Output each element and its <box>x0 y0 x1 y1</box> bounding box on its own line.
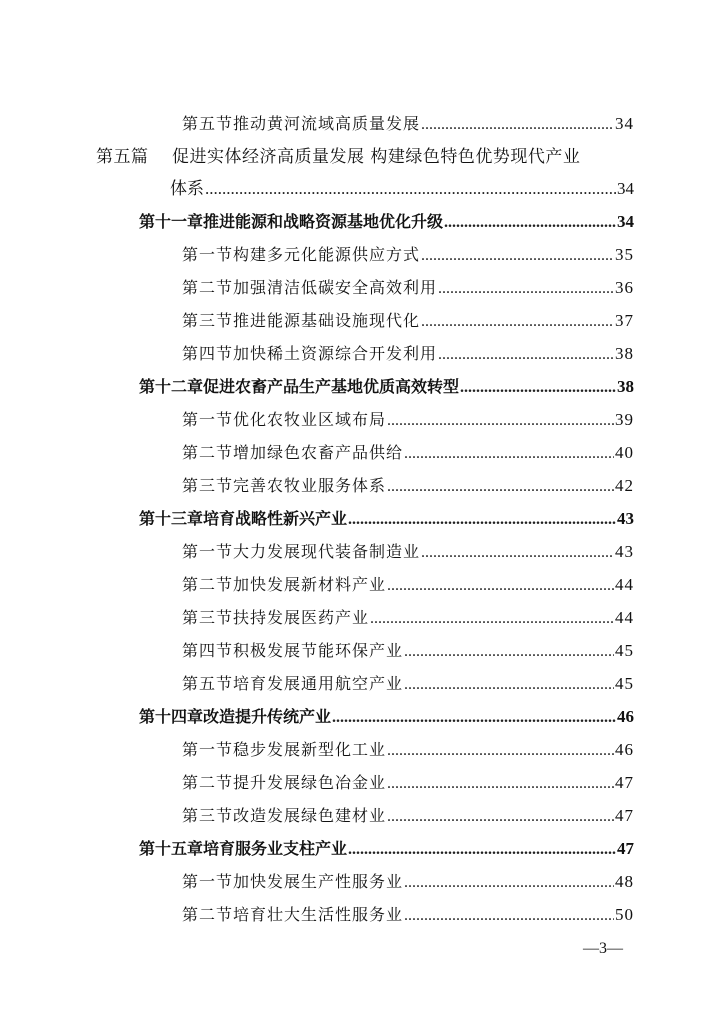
dot-leader <box>387 576 614 596</box>
page-footer-number: —3— <box>583 940 623 957</box>
page-number: 36 <box>615 278 634 297</box>
page-number: 44 <box>615 575 634 594</box>
section-number: 第三节 <box>182 476 234 495</box>
toc-part-heading[interactable] <box>96 146 580 168</box>
section-number: 第二节 <box>182 443 234 462</box>
section-title: 完善农牧业服务体系 <box>233 476 387 495</box>
section-title: 增加绿色农畜产品供给 <box>233 443 404 462</box>
section-number: 第一节 <box>182 542 234 561</box>
chapter-title: 改造提升传统产业 <box>203 707 332 726</box>
section-title: 培育壮大生活性服务业 <box>233 905 404 924</box>
dot-leader <box>421 246 614 266</box>
page-number: 38 <box>615 344 634 363</box>
dot-leader <box>348 510 616 530</box>
page-number: 46 <box>617 707 634 726</box>
section-title: 大力发展现代装备制造业 <box>233 542 421 561</box>
page-number: 34 <box>617 212 634 231</box>
toc-section-entry[interactable] <box>182 311 634 332</box>
section-title: 提升发展绿色冶金业 <box>233 773 387 792</box>
page-number: 43 <box>615 542 634 561</box>
section-number: 第二节 <box>182 575 234 594</box>
page-number: 37 <box>615 311 634 330</box>
dot-leader <box>404 444 614 464</box>
toc-section-entry[interactable] <box>182 872 634 893</box>
section-number: 第五节 <box>182 674 234 693</box>
dot-leader <box>460 378 616 398</box>
dot-leader <box>404 873 614 893</box>
dot-leader <box>387 774 614 794</box>
dot-leader <box>387 807 614 827</box>
dot-leader <box>421 115 614 135</box>
toc-section-entry[interactable] <box>182 773 634 794</box>
dot-leader <box>438 345 614 365</box>
chapter-number: 第十二章 <box>139 377 204 396</box>
section-title: 加快发展新材料产业 <box>233 575 387 594</box>
toc-section-entry[interactable] <box>182 608 634 629</box>
section-number: 第一节 <box>182 872 234 891</box>
dot-leader <box>421 543 614 563</box>
section-number: 第二节 <box>182 905 234 924</box>
dot-leader <box>387 741 614 761</box>
section-title: 培育发展通用航空产业 <box>233 674 404 693</box>
page-number: 47 <box>615 773 634 792</box>
dot-leader <box>404 906 614 926</box>
page-number: 44 <box>615 608 634 627</box>
page-number: 48 <box>615 872 634 891</box>
section-title: 加快发展生产性服务业 <box>233 872 404 891</box>
page-number: 47 <box>615 806 634 825</box>
toc-chapter-entry[interactable] <box>139 377 634 398</box>
toc-section-entry[interactable] <box>182 806 634 827</box>
part-title-line1: 促进实体经济高质量发展 构建绿色特色优势现代产业 <box>172 147 581 167</box>
toc-section-entry[interactable] <box>182 245 634 266</box>
toc-section-entry[interactable] <box>182 344 634 365</box>
page-number: 45 <box>615 674 634 693</box>
section-number: 第五节 <box>182 114 234 133</box>
dot-leader <box>332 708 616 728</box>
dot-leader <box>348 840 616 860</box>
toc-chapter-entry[interactable] <box>139 839 634 860</box>
chapter-title: 促进农畜产品生产基地优质高效转型 <box>203 377 460 396</box>
toc-section-entry[interactable] <box>182 641 634 662</box>
section-number: 第二节 <box>182 773 234 792</box>
section-number: 第四节 <box>182 344 234 363</box>
chapter-title: 培育服务业支柱产业 <box>203 839 348 858</box>
section-title: 推动黄河流域高质量发展 <box>233 114 421 133</box>
toc-section-entry[interactable] <box>182 114 634 135</box>
toc-section-entry[interactable] <box>182 278 634 299</box>
dot-leader <box>205 179 616 199</box>
dot-leader <box>370 609 614 629</box>
toc-chapter-entry[interactable] <box>139 707 634 728</box>
section-title: 推进能源基础设施现代化 <box>233 311 421 330</box>
chapter-number: 第十一章 <box>139 212 204 231</box>
section-title: 积极发展节能环保产业 <box>233 641 404 660</box>
section-title: 构建多元化能源供应方式 <box>233 245 421 264</box>
section-number: 第三节 <box>182 806 234 825</box>
page-number: 47 <box>617 839 634 858</box>
section-number: 第一节 <box>182 245 234 264</box>
toc-section-entry[interactable] <box>182 476 634 497</box>
page-number: 46 <box>615 740 634 759</box>
section-title: 加快稀土资源综合开发利用 <box>233 344 438 363</box>
page-number: 40 <box>615 443 634 462</box>
toc-section-entry[interactable] <box>182 905 634 926</box>
page-number: 50 <box>615 905 634 924</box>
section-title: 加强清洁低碳安全高效利用 <box>233 278 438 297</box>
toc-section-entry[interactable] <box>182 740 634 761</box>
section-number: 第一节 <box>182 740 234 759</box>
chapter-number: 第十五章 <box>139 839 204 858</box>
section-number: 第四节 <box>182 641 234 660</box>
toc-chapter-entry[interactable] <box>139 212 634 233</box>
section-number: 第三节 <box>182 311 234 330</box>
section-title: 扶持发展医药产业 <box>233 608 370 627</box>
toc-section-entry[interactable] <box>182 410 634 431</box>
section-title: 稳步发展新型化工业 <box>233 740 387 759</box>
part-title-line2: 体系 <box>170 179 204 199</box>
dot-leader <box>421 312 614 332</box>
toc-chapter-entry[interactable] <box>139 509 634 530</box>
dot-leader <box>444 213 616 233</box>
page-number: 34 <box>617 179 634 198</box>
toc-section-entry[interactable] <box>182 575 634 596</box>
section-number: 第二节 <box>182 278 234 297</box>
page-number: 35 <box>615 245 634 264</box>
page-number: 45 <box>615 641 634 660</box>
page-number: 43 <box>617 509 634 528</box>
section-title: 优化农牧业区域布局 <box>233 410 387 429</box>
page-number: 34 <box>615 114 634 133</box>
toc-section-entry[interactable] <box>182 674 634 695</box>
section-number: 第一节 <box>182 410 234 429</box>
dot-leader <box>404 642 614 662</box>
section-title: 改造发展绿色建材业 <box>233 806 387 825</box>
part-number: 第五篇 <box>96 147 149 167</box>
chapter-title: 推进能源和战略资源基地优化升级 <box>203 212 444 231</box>
toc-part-continuation[interactable] <box>170 179 634 199</box>
page-number: 38 <box>617 377 634 396</box>
section-number: 第三节 <box>182 608 234 627</box>
page-number: 39 <box>615 410 634 429</box>
dot-leader <box>387 411 614 431</box>
dot-leader <box>404 675 614 695</box>
dot-leader <box>438 279 614 299</box>
page-number: 42 <box>615 476 634 495</box>
toc-section-entry[interactable] <box>182 443 634 464</box>
chapter-number: 第十四章 <box>139 707 204 726</box>
toc-section-entry[interactable] <box>182 542 634 563</box>
chapter-number: 第十三章 <box>139 509 204 528</box>
dot-leader <box>387 477 614 497</box>
chapter-title: 培育战略性新兴产业 <box>203 509 348 528</box>
